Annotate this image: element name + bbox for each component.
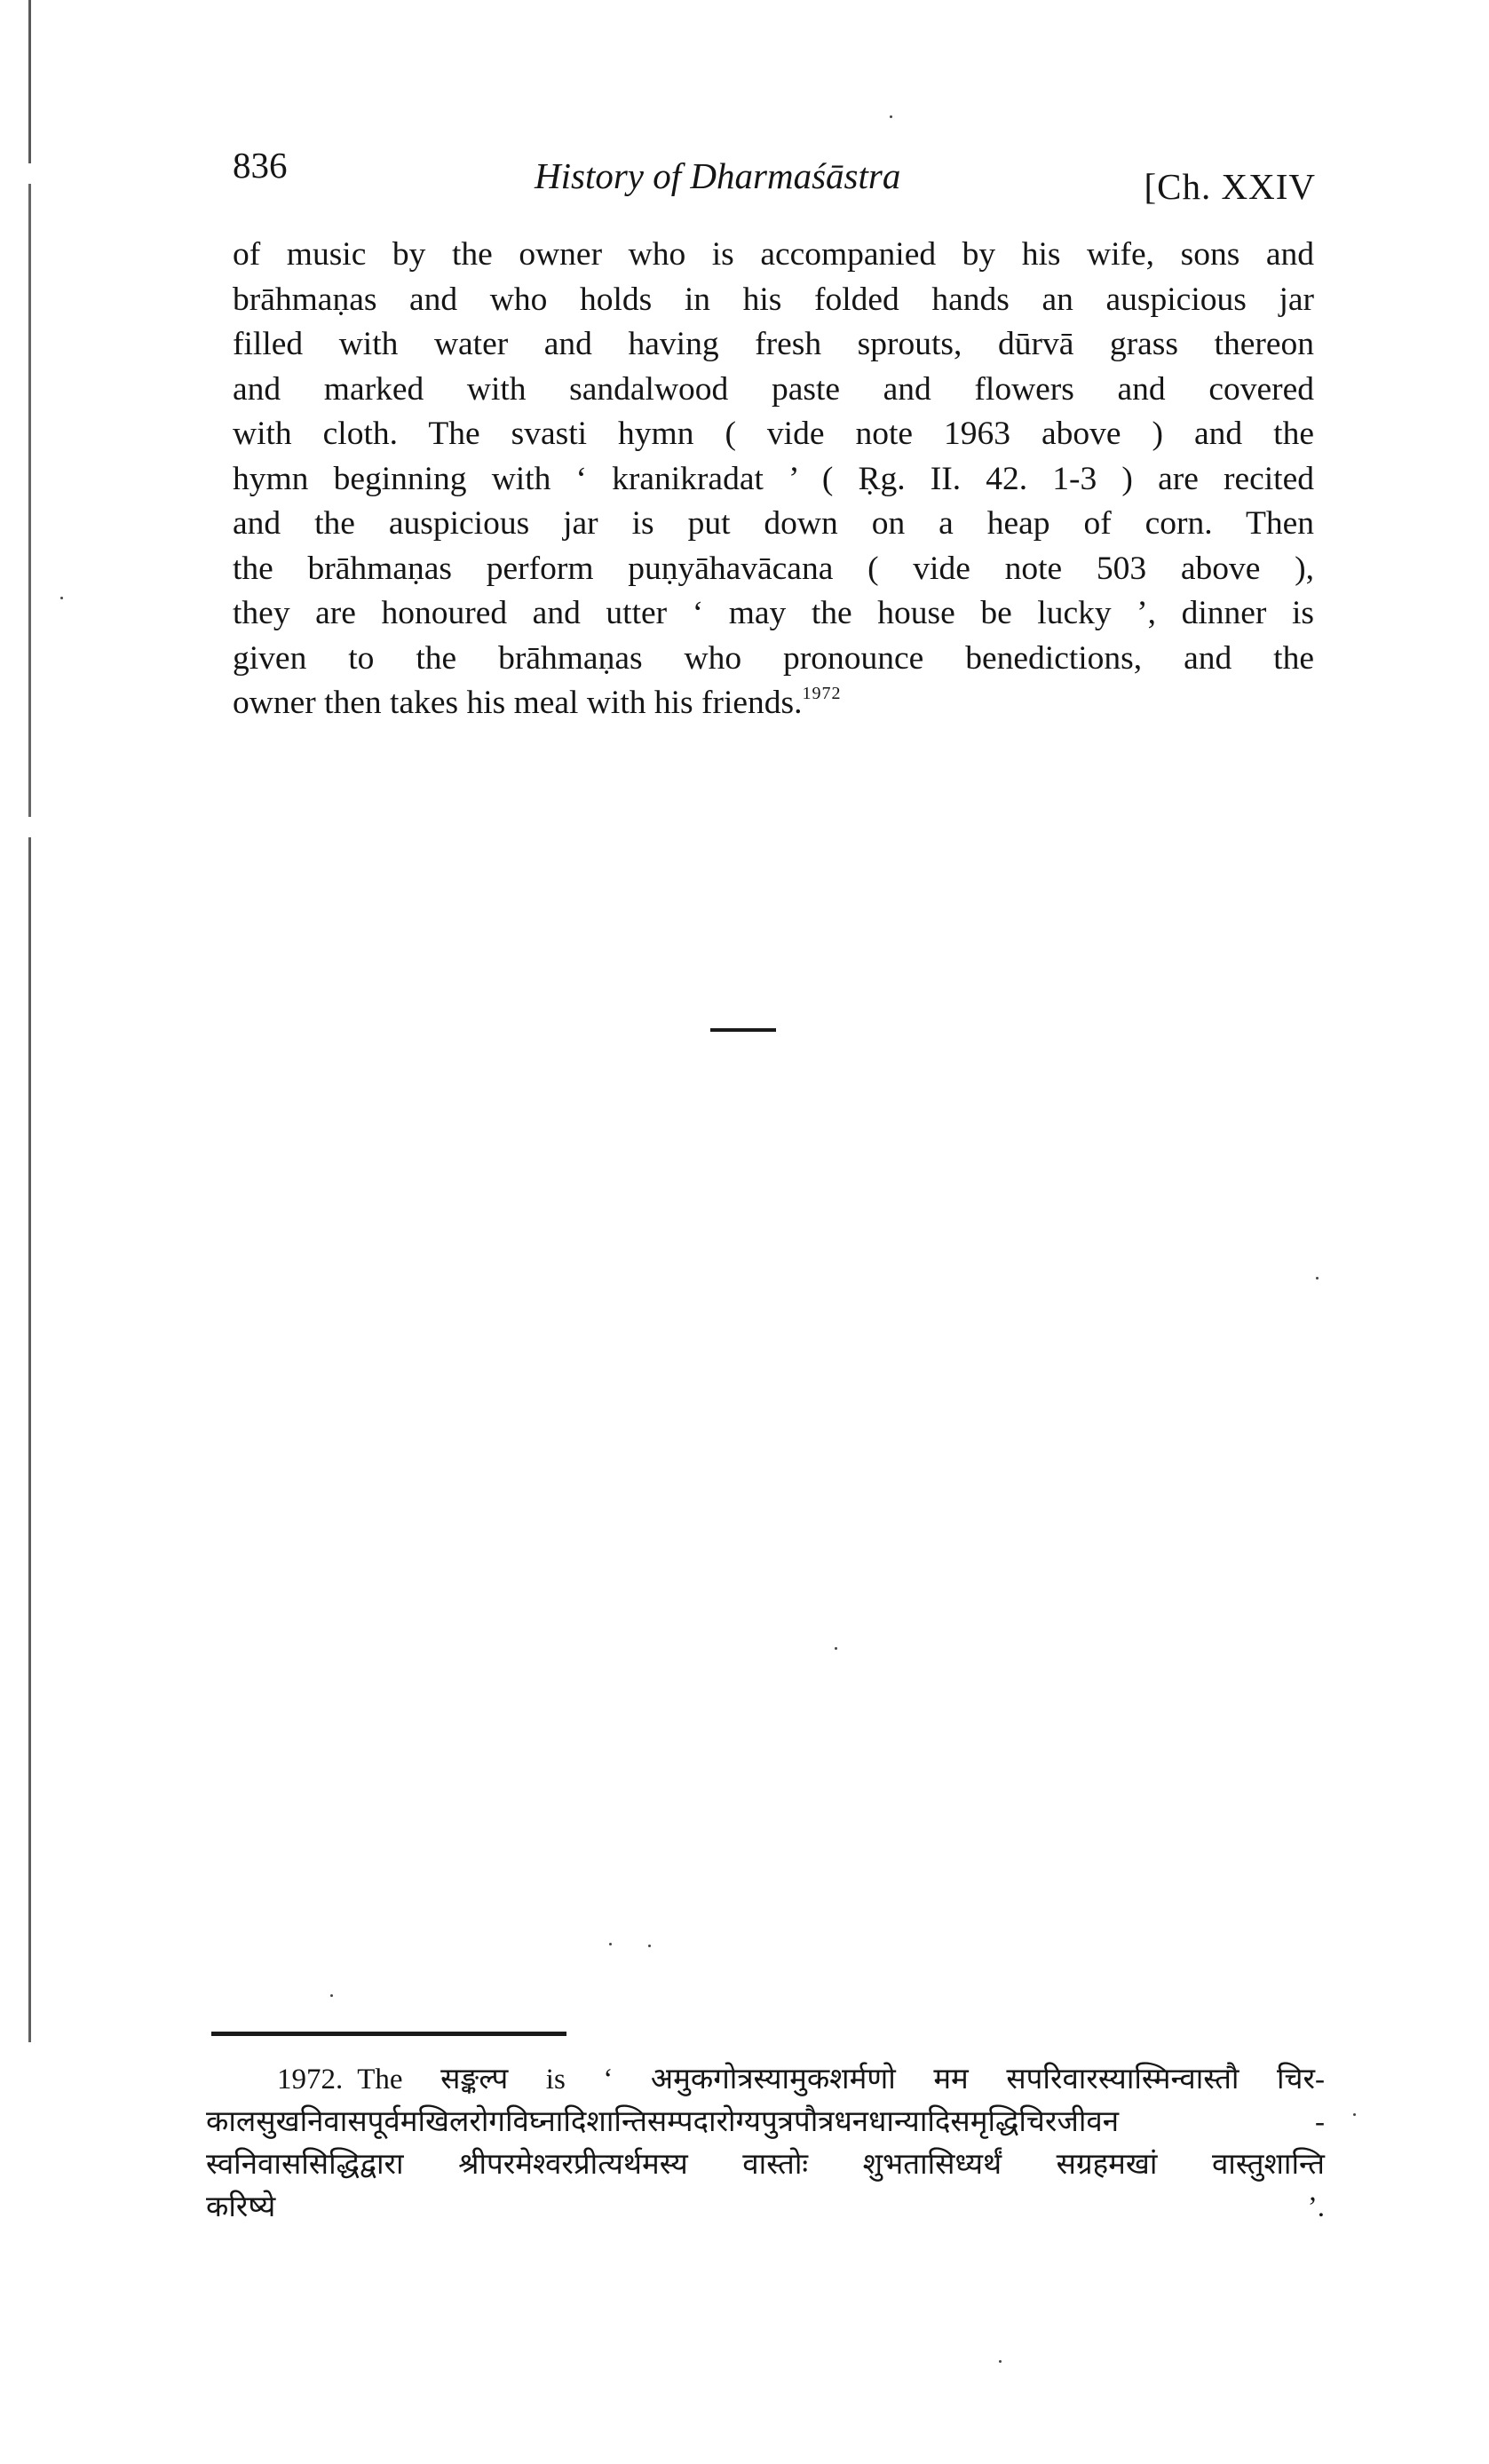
body-line: of music by the owner who is accompanied by his wife, sons and — [233, 236, 1314, 273]
footnote-line — [206, 2058, 1325, 2101]
body-line: the brāhmaṇas perform puṇyāhavācana ( vide note 503 above ), — [233, 550, 1314, 587]
footnote-separator-rule — [211, 2032, 566, 2036]
page-number: 836 — [233, 145, 288, 186]
section-end-rule — [710, 1028, 776, 1032]
footnote-line: स्वनिवाससिद्धिद्वारा श्रीपरमेश्वरप्रीत्यर्थमस्य वास्तोः शुभतासिध्यर्थं सग्रहमखां वास्तुशान्ति — [206, 2149, 1325, 2181]
body-line: hymn beginning with ‘ kranikradat ’ ( Ṛg. II. 42. 1-3 ) are recited — [233, 460, 1314, 497]
body-line: given to the brāhmaṇas who pronounce benedictions, and the — [233, 639, 1314, 677]
chapter-label: [Ch. XXIV — [1144, 166, 1316, 207]
body-line: and marked with sandalwood paste and flowers and covered — [233, 370, 1314, 408]
footnote-line: कालसुखनिवासपूर्वमखिलरोगविघ्नादिशान्तिसम्पदारोग्यपुत्रपौत्रधनधान्यादिसमृद्धिचिरजीवन - — [206, 2106, 1325, 2138]
scan-speck — [999, 2360, 1002, 2363]
footnote-number: 1972. — [277, 2064, 344, 2096]
body-line: with cloth. The svasti hymn ( vide note 1963 above ) and the — [233, 416, 1314, 452]
footnote-line-text: The सङ्कल्प is ‘ अमुकगोत्रस्यामुकशर्मणो मम सपरिवारस्यास्मिन्वास्तौ चिर- — [357, 2064, 1325, 2096]
body-line: they are honoured and utter ‘ may the house be lucky ’, dinner is — [233, 595, 1314, 631]
scan-edge-shadow — [28, 0, 31, 2042]
body-line: brāhmaṇas and who holds in his folded hands an auspicious jar — [233, 281, 1314, 318]
scan-speck — [60, 597, 63, 599]
footnote-reference[interactable]: 1972 — [802, 684, 842, 703]
body-paragraph — [233, 233, 1314, 726]
scan-speck — [648, 1945, 651, 1947]
scan-speck — [835, 1647, 837, 1650]
scan-speck — [1316, 1277, 1319, 1280]
body-line-text: owner then takes his meal with his friends. — [233, 685, 803, 721]
scan-speck — [1353, 2113, 1356, 2116]
body-line: filled with water and having fresh sprouts, dūrvā grass thereon — [233, 326, 1314, 362]
body-line: and the auspicious jar is put down on a heap of corn. Then — [233, 505, 1314, 542]
scan-speck — [890, 115, 892, 118]
footnote — [206, 2058, 1325, 2229]
page-header — [233, 135, 1316, 207]
scan-speck — [609, 1943, 612, 1945]
scan-speck — [330, 1994, 333, 1997]
body-line-last — [233, 681, 1314, 726]
footnote-line: करिष्ये ’. — [206, 2191, 1325, 2223]
running-title: History of Dharmaśāstra — [535, 155, 901, 196]
